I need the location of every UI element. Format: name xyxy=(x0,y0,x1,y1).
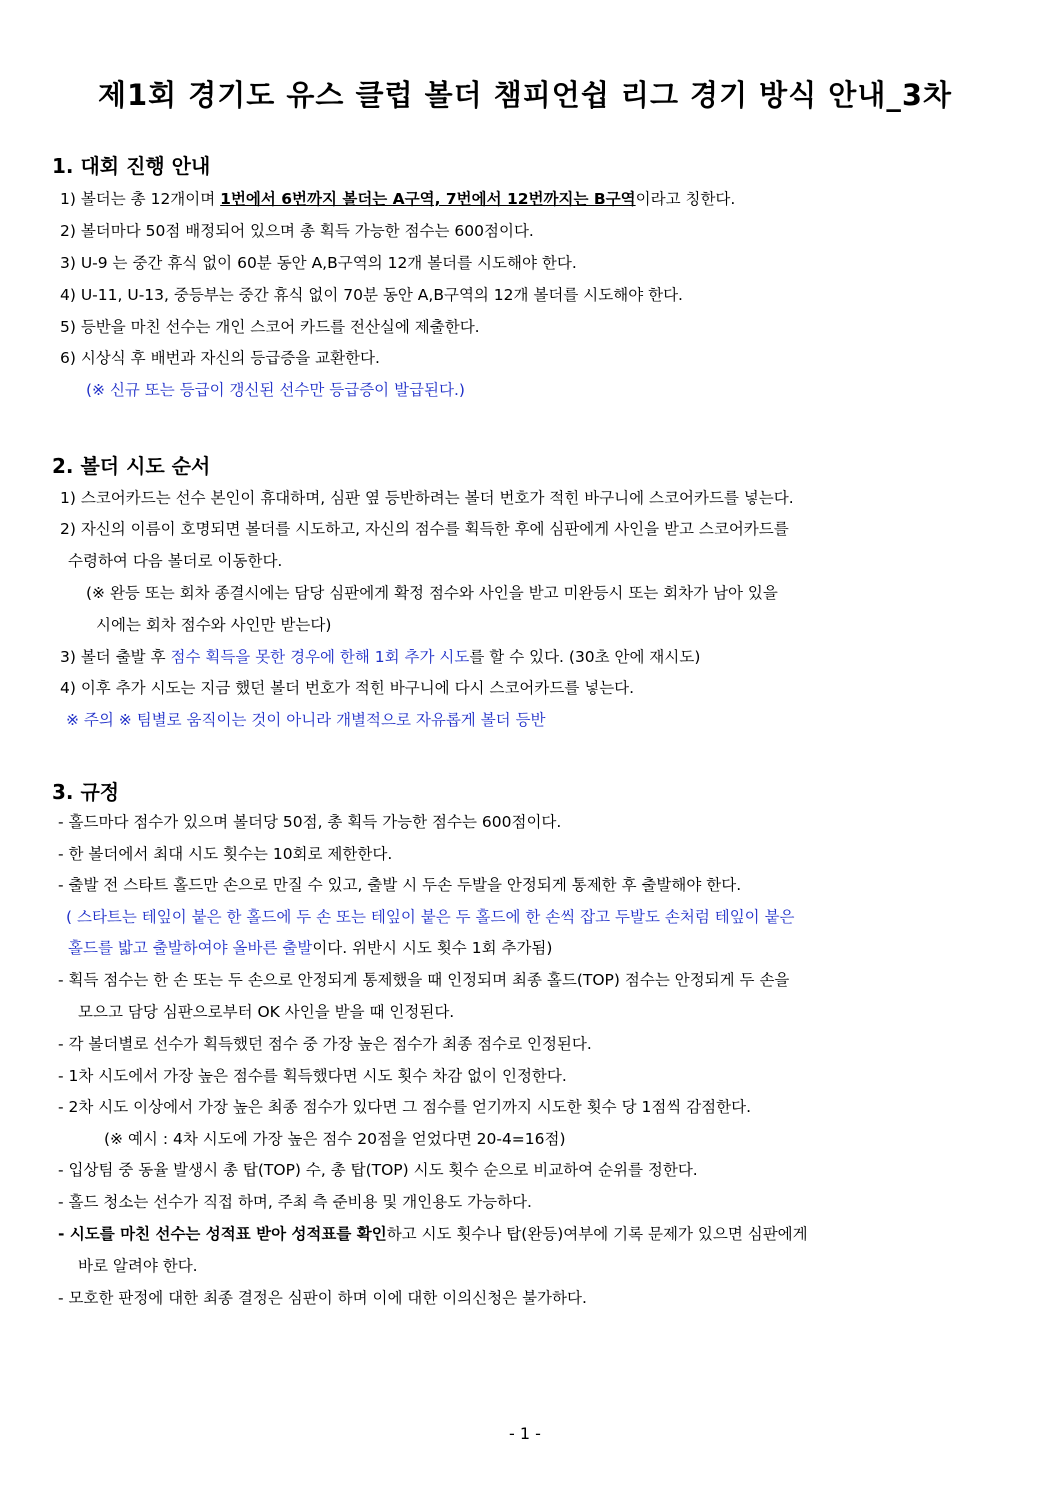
section-1-note: (※ 신규 또는 등급이 갱신된 선수만 등급증이 발급된다.) xyxy=(86,381,465,399)
section-1-heading: 1. 대회 진행 안내 xyxy=(52,154,211,178)
section-1-item-5: 5) 등반을 마친 선수는 개인 스코어 카드를 전산실에 제출한다. xyxy=(60,318,480,336)
rule-7: - 2차 시도 이상에서 가장 높은 최종 점수가 있다면 그 점수를 얻기까지 시도한 횟수 당 1점씩 감점한다. xyxy=(58,1098,752,1116)
section-2-caution: ※ 주의 ※ 팀별로 움직이는 것이 아니라 개별적으로 자유롭게 볼더 등반 xyxy=(66,711,546,729)
section-2-note-cont: 시에는 회차 점수와 사인만 받는다) xyxy=(96,616,332,634)
section-1-item-4: 4) U-11, U-13, 중등부는 중간 휴식 없이 70분 동안 A,B구역의 12개 볼더를 시도해야 한다. xyxy=(60,286,683,304)
section-2-item-2-cont: 수령하여 다음 볼더로 이동한다. xyxy=(68,552,283,570)
section-2-heading: 2. 볼더 시도 순서 xyxy=(52,454,211,478)
section-2-item-1: 1) 스코어카드는 선수 본인이 휴대하며, 심판 옆 등반하려는 볼더 번호가 적힌 바구니에 스코어카드를 넣는다. xyxy=(60,489,794,507)
section-2-note: (※ 완등 또는 회차 종결시에는 담당 심판에게 확정 점수와 사인을 받고 미완등시 또는 회차가 남아 있을 xyxy=(86,584,778,602)
section-1-item-1: 1) 볼더는 총 12개이며 1번에서 6번까지 볼더는 A구역, 7번에서 12번까지는 B구역이라고 칭한다. xyxy=(60,190,736,208)
rule-7-example: (※ 예시 : 4차 시도에 가장 높은 점수 20점을 얻었다면 20-4=16점) xyxy=(104,1130,566,1148)
rule-2: - 한 볼더에서 최대 시도 횟수는 10회로 제한한다. xyxy=(58,845,393,863)
rule-5: - 각 볼더별로 선수가 획득했던 점수 중 가장 높은 점수가 최종 점수로 인정된다. xyxy=(58,1035,592,1053)
rule-4-cont: 모으고 담당 심판으로부터 OK 사인을 받을 때 인정된다. xyxy=(78,1003,455,1021)
page-title: 제1회 경기도 유스 클럽 볼더 챔피언쉽 리그 경기 방식 안내_3차 xyxy=(97,78,953,112)
rule-9: - 홀드 청소는 선수가 직접 하며, 주최 측 준비용 및 개인용도 가능하다. xyxy=(58,1193,532,1211)
zone-definition: 1번에서 6번까지 볼더는 A구역, 7번에서 12번까지는 B구역 xyxy=(220,190,636,208)
rule-8: - 입상팀 중 동율 발생시 총 탑(TOP) 수, 총 탑(TOP) 시도 횟수 순으로 비교하여 순위를 정한다. xyxy=(58,1161,698,1179)
rule-3: - 출발 전 스타트 홀드만 손으로 만질 수 있고, 출발 시 두손 두발을 안정되게 통제한 후 출발해야 한다. xyxy=(58,876,742,894)
section-3-heading: 3. 규정 xyxy=(52,780,120,804)
rule-3-note-cont: 홀드를 밟고 출발하여야 올바른 출발이다. 위반시 시도 횟수 1회 추가됨) xyxy=(68,939,553,957)
rule-4: - 획득 점수는 한 손 또는 두 손으로 안정되게 통제했을 때 인정되며 최종 홀드(TOP) 점수는 안정되게 두 손을 xyxy=(58,971,790,989)
page-number: - 1 - xyxy=(509,1424,541,1443)
section-2-item-4: 4) 이후 추가 시도는 지금 했던 볼더 번호가 적힌 바구니에 다시 스코어카드를 넣는다. xyxy=(60,679,635,697)
rule-1: - 홀드마다 점수가 있으며 볼더당 50점, 총 획득 가능한 점수는 600점이다. xyxy=(58,813,562,831)
rule-10-cont: 바로 알려야 한다. xyxy=(78,1257,198,1275)
retry-rule: 점수 획득을 못한 경우에 한해 1회 추가 시도 xyxy=(170,648,470,666)
section-1-item-6: 6) 시상식 후 배번과 자신의 등급증을 교환한다. xyxy=(60,349,380,367)
section-1-item-2: 2) 볼더마다 50점 배정되어 있으며 총 획득 가능한 점수는 600점이다. xyxy=(60,222,534,240)
section-2-item-2: 2) 자신의 이름이 호명되면 볼더를 시도하고, 자신의 점수를 획득한 후에 심판에게 사인을 받고 스코어카드를 xyxy=(60,520,789,538)
section-1-item-3: 3) U-9 는 중간 휴식 없이 60분 동안 A,B구역의 12개 볼더를 시도해야 한다. xyxy=(60,254,577,272)
rule-11: - 모호한 판정에 대한 최종 결정은 심판이 하며 이에 대한 이의신청은 불가하다. xyxy=(58,1289,587,1307)
rule-3-note: ( 스타트는 테잎이 붙은 한 홀드에 두 손 또는 테잎이 붙은 두 홀드에 한 손씩 잡고 두발도 손처럼 테잎이 붙은 xyxy=(66,908,795,926)
rule-10: - 시도를 마친 선수는 성적표 받아 성적표를 확인하고 시도 횟수나 탑(완등)여부에 기록 문제가 있으면 심판에게 xyxy=(58,1225,808,1243)
rule-6: - 1차 시도에서 가장 높은 점수를 획득했다면 시도 횟수 차감 없이 인정한다. xyxy=(58,1067,567,1085)
section-2-item-3: 3) 볼더 출발 후 점수 획득을 못한 경우에 한해 1회 추가 시도를 할 수 있다. (30초 안에 재시도) xyxy=(60,648,701,666)
